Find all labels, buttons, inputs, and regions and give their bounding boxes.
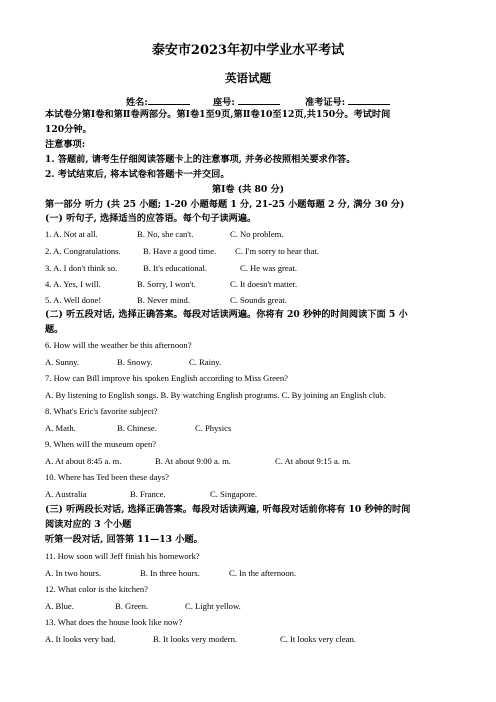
section-2-title: (二) 听五段对话, 选择正确答案。每段对话读两遍。你将有 20 秒钟的时间阅读下面 5 小 xyxy=(45,309,408,320)
listening-section-heading: 第一部分 听力 (共 25 小题; 1-20 小题每题 1 分, 21-25 小题每题 2 分, 满分 30 分) xyxy=(45,199,405,210)
option-a: 3. A. I don't think so. xyxy=(45,263,118,273)
seat-blank xyxy=(238,95,280,105)
option-b: B. Chinese. xyxy=(117,423,157,433)
option-b: B. Snowy. xyxy=(117,357,153,367)
section-3-title: (三) 听两段长对话, 选择正确答案。每段对话读两遍, 听每段对话前你将有 10 秒钟的时间 xyxy=(45,504,411,515)
option-a: 4. A. Yes, I will. xyxy=(45,279,101,289)
option-c: C. Sounds great. xyxy=(230,295,287,305)
option-b: B. Never mind. xyxy=(137,295,190,305)
question-text: 12. What color is the kitchen? xyxy=(45,584,148,594)
option-a: 5. A. Well done! xyxy=(45,295,102,305)
option-c: C. Rainy. xyxy=(189,357,222,367)
option-a: A. Australia xyxy=(45,489,87,499)
option-b: B. Green. xyxy=(115,601,149,611)
notes-title: 注意事项: xyxy=(45,139,86,150)
option-b: B. Sorry, I won't. xyxy=(137,279,196,289)
exam-title: 泰安市2023年初中学业水平考试 xyxy=(151,43,345,58)
question-options-line: A. By listening to English songs. B. By watching English programs. C. By joining an English club. xyxy=(45,390,386,400)
question-text: 13. What does the house look like now? xyxy=(45,617,183,627)
option-a: A. Sunny. xyxy=(45,357,80,367)
intro-line-2: 120分钟。 xyxy=(45,124,92,135)
section-3-subheading: 听第一段对话, 回答第 11—13 小题。 xyxy=(45,534,203,545)
option-a: A. It looks very bad. xyxy=(45,634,116,644)
option-b: B. In three hours. xyxy=(140,568,200,578)
question-text: 6. How will the weather be this afternoon? xyxy=(45,340,192,350)
intro-line-1: 本试卷分第Ⅰ卷和第Ⅱ卷两部分。第Ⅰ卷1至9页,第Ⅱ卷10至12页,共150分。考试时间 xyxy=(45,109,391,120)
option-a: A. Math. xyxy=(45,423,76,433)
option-b: B. It looks very modern. xyxy=(153,634,238,644)
question-text: 11. How soon will Jeff finish his homework? xyxy=(45,551,200,561)
option-c: C. Physics xyxy=(195,423,232,433)
option-c: C. I'm sorry to hear that. xyxy=(235,246,319,256)
question-text: 10. Where has Ted been these days? xyxy=(45,472,169,482)
note-2: 2. 考试结束后, 将本试卷和答题卡一并交回。 xyxy=(45,169,230,180)
option-c: C. He was great. xyxy=(240,263,298,273)
candidate-info-row xyxy=(126,95,390,107)
section-1-title: (一) 听句子, 选择适当的应答语。每个句子读两遍。 xyxy=(45,213,257,224)
section-3-title-cont: 阅读对应的 3 个小题 xyxy=(45,519,132,530)
option-c: C. No problem. xyxy=(230,229,284,239)
option-a: A. Blue. xyxy=(45,601,74,611)
option-b: B. No, she can't. xyxy=(137,229,194,239)
option-b: B. It's educational. xyxy=(143,263,208,273)
ticket-label: 准考证号: xyxy=(304,97,346,108)
option-c: C. It looks very clean. xyxy=(280,634,356,644)
part-heading: 第Ⅰ卷 (共 80 分) xyxy=(211,184,285,195)
option-c: C. Light yellow. xyxy=(185,601,241,611)
option-a: A. At about 8:45 a. m. xyxy=(45,456,122,466)
question-text: 8. What's Eric's favorite subject? xyxy=(45,406,158,416)
option-c: C. It doesn't matter. xyxy=(230,279,298,289)
section-2-title-cont: 题。 xyxy=(45,324,64,335)
ticket-blank xyxy=(348,95,390,105)
note-1: 1. 答题前, 请考生仔细阅读答题卡上的注意事项, 并务必按照相关要求作答。 xyxy=(45,154,356,165)
option-c: C. At about 9:15 a. m. xyxy=(275,456,351,466)
name-blank xyxy=(148,95,190,105)
option-a: 2. A. Congratulations. xyxy=(45,246,121,256)
option-c: C. In the afternoon. xyxy=(229,568,297,578)
option-b: B. Have a good time. xyxy=(143,246,217,256)
option-a: 1. A. Not at all. xyxy=(45,229,98,239)
question-text: 7. How can Bill improve his spoken English according to Miss Green? xyxy=(45,373,288,383)
option-b: B. France. xyxy=(130,489,166,499)
option-a: A. In two hours. xyxy=(45,568,102,578)
name-label: 姓名: xyxy=(126,97,148,108)
option-b: B. At about 9:00 a. m. xyxy=(155,456,231,466)
subject-title: 英语试题 xyxy=(225,71,271,85)
option-c: C. Singapore. xyxy=(210,489,258,499)
seat-label: 座号: xyxy=(212,97,235,108)
question-text: 9. When will the museum open? xyxy=(45,439,157,449)
